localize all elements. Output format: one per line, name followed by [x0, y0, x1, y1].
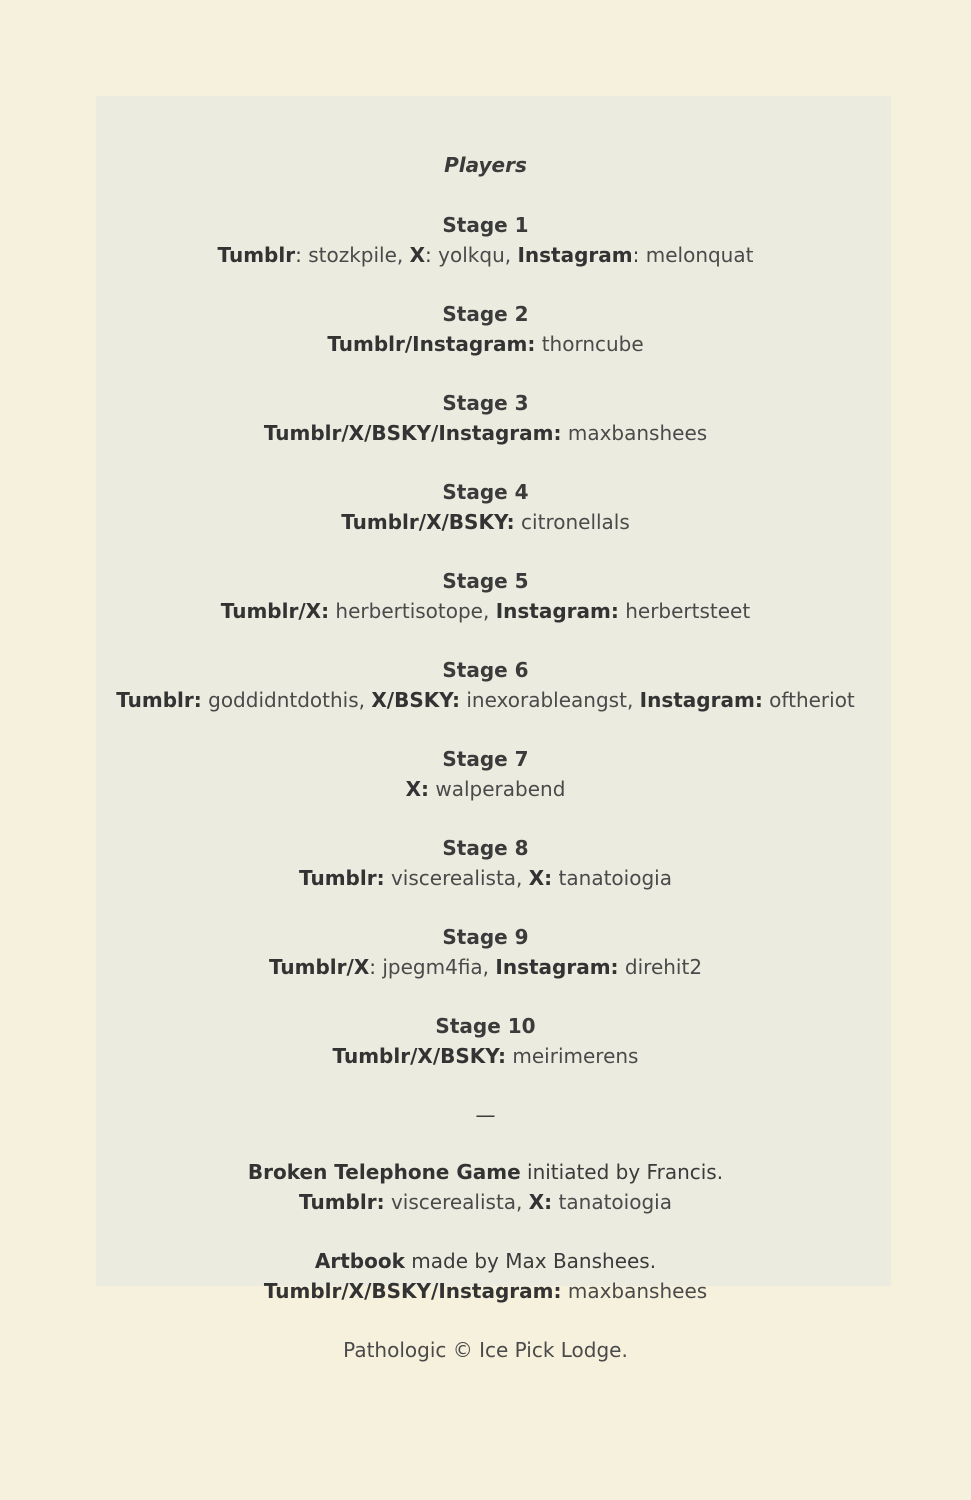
stage-handles: [0, 863, 971, 893]
page-title: Players: [444, 153, 527, 177]
stage-handles: [0, 952, 971, 982]
handle-text: viscerealista: [390, 866, 517, 890]
handle-text: jpegm4fia: [382, 955, 483, 979]
separator: ,: [358, 688, 372, 712]
divider: —: [475, 1103, 496, 1127]
copyright-line: Pathologic © Ice Pick Lodge.: [343, 1338, 628, 1362]
stage-handles: [0, 1041, 971, 1071]
platform-label: Tumblr/X/BSKY/Instagram:: [263, 1279, 562, 1303]
credit-text: initiated by Francis.: [520, 1160, 724, 1184]
stage-name: Stage 5: [442, 569, 529, 593]
stage-name: Stage 9: [442, 925, 529, 949]
stage-name: Stage 1: [442, 213, 529, 237]
handle-text: meirimerens: [512, 1044, 639, 1068]
separator: :: [369, 955, 383, 979]
handle-text: yolkqu: [438, 243, 505, 267]
separator: :: [632, 243, 646, 267]
stage-name: Stage 7: [442, 747, 529, 771]
platform-label: Tumblr: [217, 243, 296, 267]
stage-name: Stage 4: [442, 480, 529, 504]
platform-label: Tumblr/Instagram:: [327, 332, 536, 356]
separator: ,: [482, 955, 496, 979]
stage-name: Stage 6: [442, 658, 529, 682]
stage-entry: [0, 477, 971, 537]
stage-handles: [0, 240, 971, 270]
handle-text: goddidntdothis: [208, 688, 359, 712]
handle-text: inexorableangst: [466, 688, 627, 712]
stage-entry: [0, 566, 971, 626]
handle-text: citronellals: [521, 510, 630, 534]
separator: ,: [396, 243, 410, 267]
separator: ,: [504, 243, 518, 267]
handle-text: herbertisotope: [335, 599, 483, 623]
stage-handles: [0, 685, 971, 715]
stage-handles: [0, 418, 971, 448]
platform-label: Tumblr:: [299, 1190, 385, 1214]
separator: :: [295, 243, 309, 267]
credit-entry: [0, 1157, 971, 1217]
handle-text: walperabend: [435, 777, 566, 801]
platform-label: Instagram:: [495, 599, 619, 623]
handle-text: direhit2: [624, 955, 703, 979]
handle-text: stozkpile: [308, 243, 397, 267]
stage-entry: [0, 210, 971, 270]
platform-label: Instagram:: [495, 955, 619, 979]
stage-name: Stage 10: [435, 1014, 536, 1038]
platform-label: Instagram:: [639, 688, 763, 712]
stage-list: [0, 210, 971, 1071]
credit-list: [0, 1157, 971, 1306]
stage-handles: [0, 507, 971, 537]
credit-text: made by Max Banshees.: [404, 1249, 657, 1273]
platform-label: X:: [405, 777, 430, 801]
platform-label: Instagram: [517, 243, 633, 267]
handle-text: oftheriot: [769, 688, 855, 712]
credit-handles: [0, 1276, 971, 1306]
stage-entry: [0, 744, 971, 804]
handle-text: tanatoiogia: [558, 866, 672, 890]
handle-text: maxbanshees: [567, 1279, 708, 1303]
stage-entry: [0, 299, 971, 359]
handle-text: tanatoiogia: [558, 1190, 672, 1214]
stage-entry: [0, 922, 971, 982]
handle-text: viscerealista: [390, 1190, 517, 1214]
platform-label: X: [409, 243, 426, 267]
handle-text: thorncube: [541, 332, 644, 356]
credit-entry: [0, 1246, 971, 1306]
stage-entry: [0, 1011, 971, 1071]
platform-label: Tumblr:: [299, 866, 385, 890]
platform-label: Tumblr/X: [268, 955, 370, 979]
separator: :: [425, 243, 439, 267]
platform-label: Tumblr/X/BSKY:: [341, 510, 515, 534]
stage-entry: [0, 655, 971, 715]
stage-entry: [0, 833, 971, 893]
platform-label: Tumblr/X/BSKY/Instagram:: [263, 421, 562, 445]
credit-line: [0, 1246, 971, 1276]
stage-handles: [0, 329, 971, 359]
stage-entry: [0, 388, 971, 448]
platform-label: Tumblr/X/BSKY:: [332, 1044, 507, 1068]
separator: ,: [626, 688, 640, 712]
handle-text: melonquat: [645, 243, 754, 267]
platform-label: Tumblr:: [116, 688, 202, 712]
stage-handles: [0, 596, 971, 626]
platform-label: X:: [528, 1190, 553, 1214]
separator: ,: [516, 1190, 529, 1214]
credits-content: [0, 150, 971, 1365]
stage-name: Stage 8: [442, 836, 529, 860]
stage-name: Stage 3: [442, 391, 529, 415]
credit-handles: [0, 1187, 971, 1217]
credit-title: Artbook: [314, 1249, 405, 1273]
handle-text: herbertsteet: [625, 599, 751, 623]
handle-text: maxbanshees: [567, 421, 708, 445]
platform-label: X:: [528, 866, 553, 890]
stage-name: Stage 2: [442, 302, 529, 326]
stage-handles: [0, 774, 971, 804]
platform-label: Tumblr/X:: [220, 599, 330, 623]
credit-title: Broken Telephone Game: [247, 1160, 521, 1184]
platform-label: X/BSKY:: [371, 688, 460, 712]
separator: ,: [516, 866, 529, 890]
separator: ,: [482, 599, 496, 623]
credit-line: [0, 1157, 971, 1187]
